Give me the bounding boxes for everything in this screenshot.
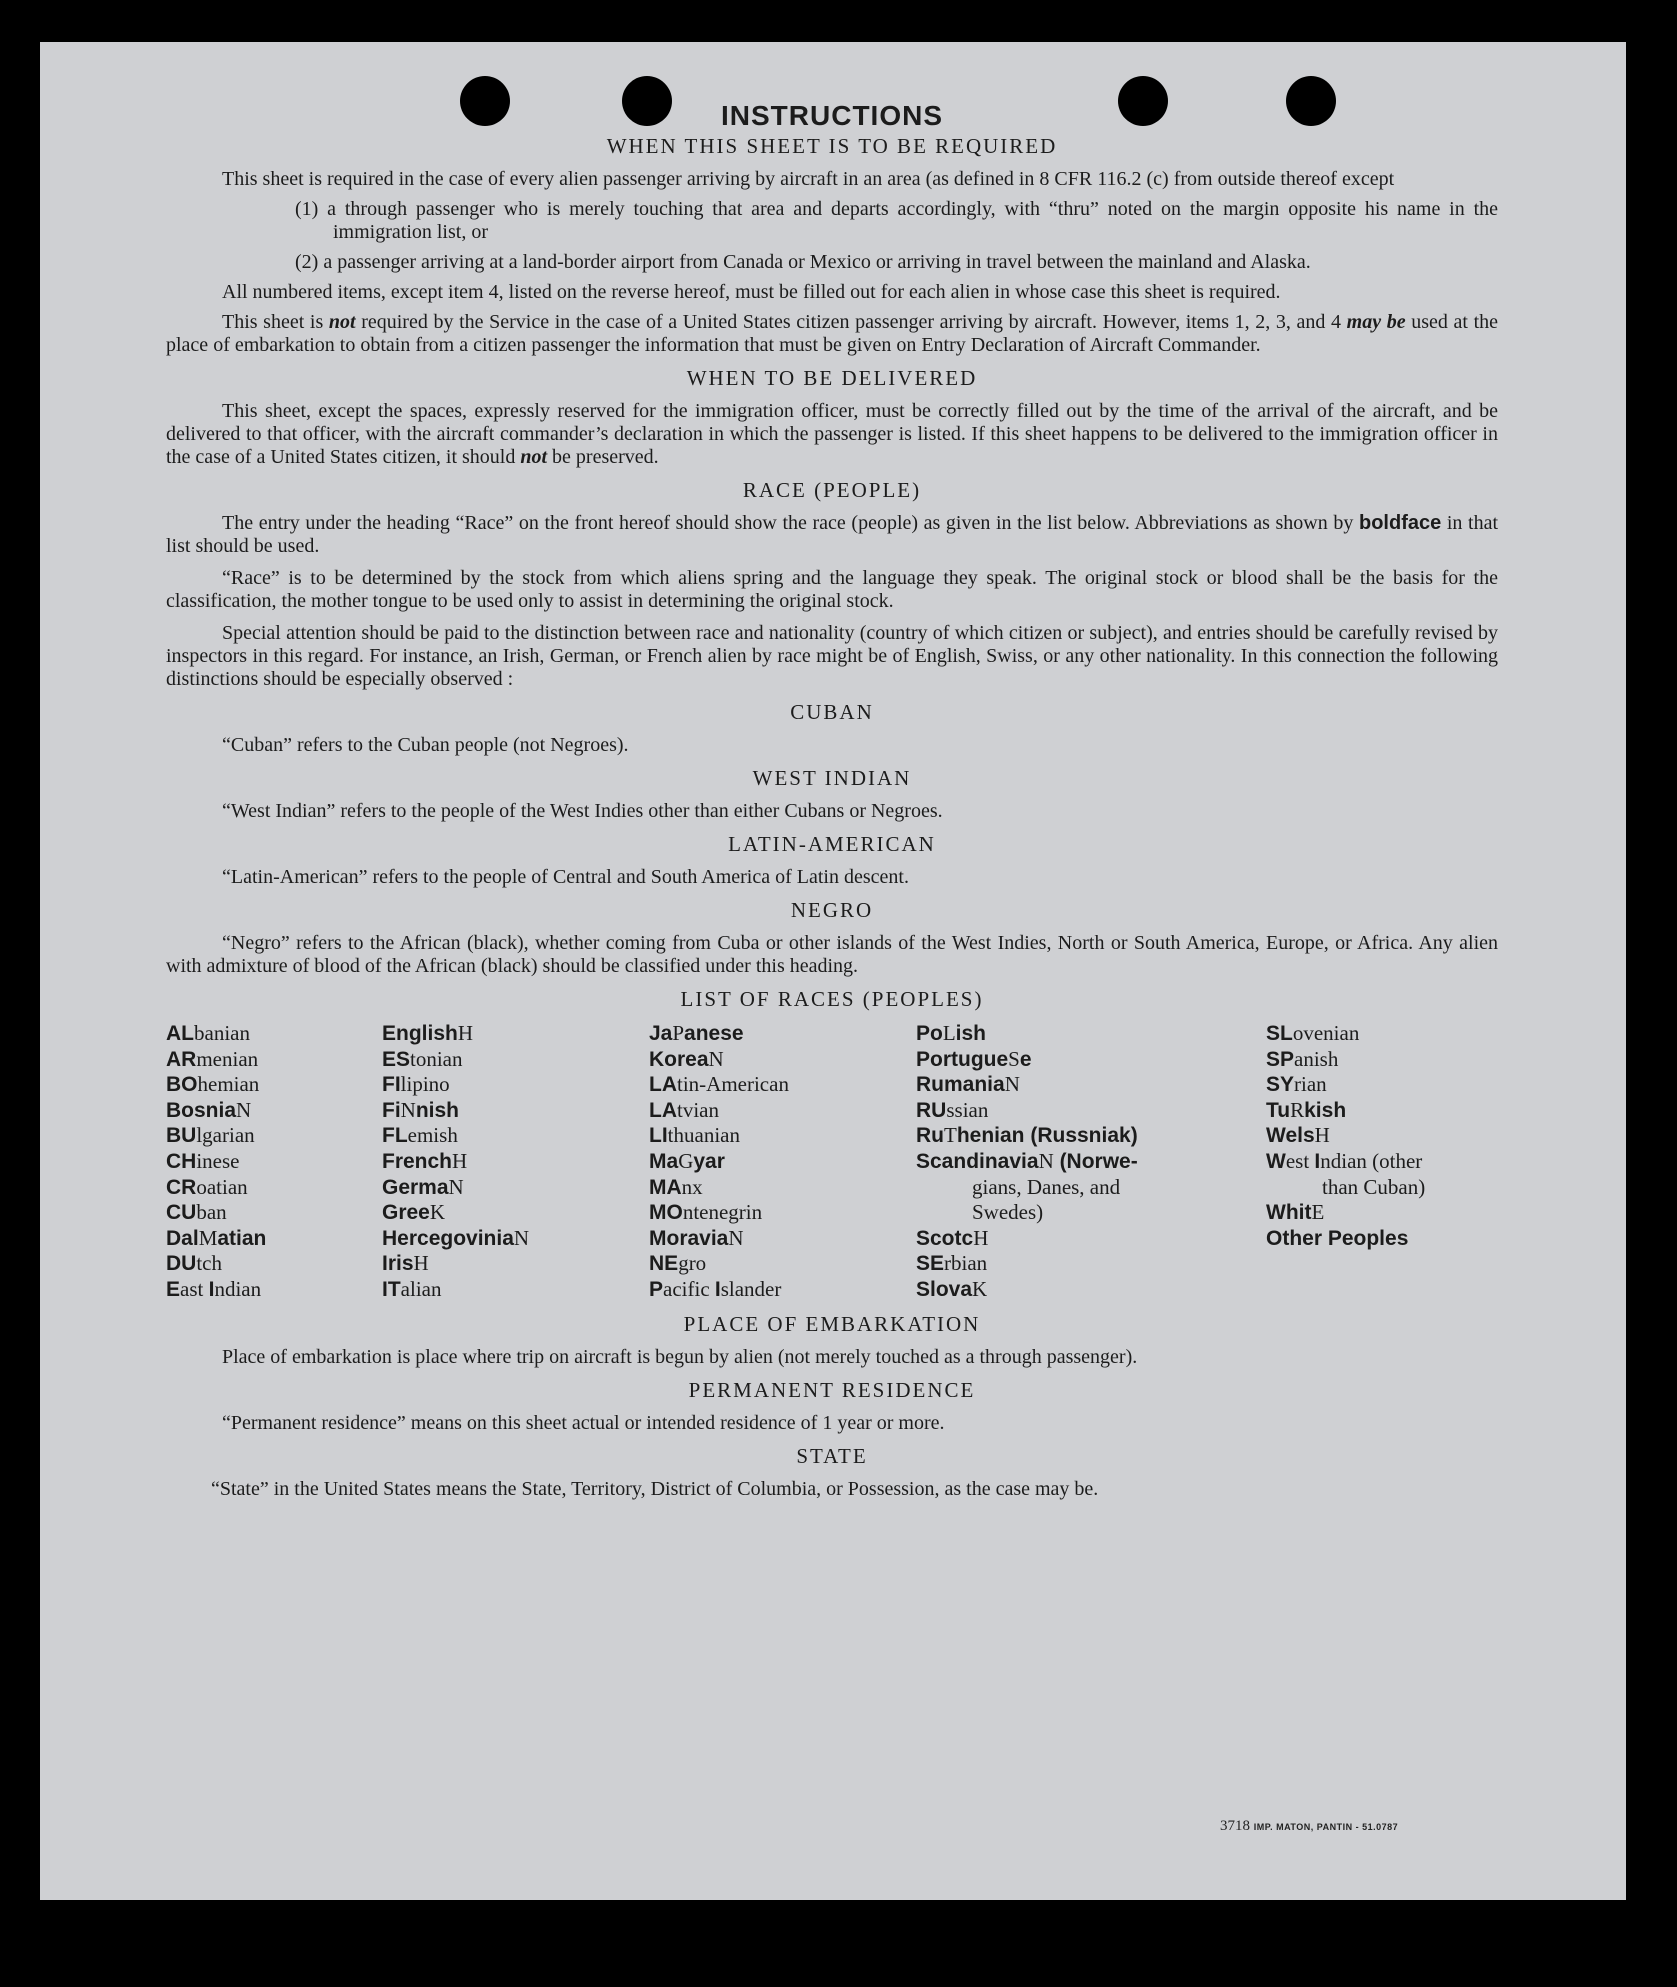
paragraph: This sheet is not required by the Service in the case of a United States citizen passenger arriving by aircraft. However, items 1, 2, 3, and 4 may be used at the place of embarkation to obtain from a citizen passenger the information that must be given on Entry Declaration of Aircraft Commander. bbox=[166, 311, 1498, 356]
race-entry: JaPanese bbox=[649, 1021, 744, 1045]
race-entry: GreeK bbox=[382, 1200, 446, 1225]
paragraph: “Race” is to be determined by the stock from which aliens spring and the language they speak. The original stock or blood shall be the basis for the classification, the mother tongue to be used only to assist in determining the original stock. bbox=[166, 567, 1498, 612]
race-entry: SPanish bbox=[1266, 1046, 1339, 1071]
race-entry: BUlgarian bbox=[166, 1123, 255, 1148]
paragraph: This sheet, except the spaces, expressly reserved for the immigration officer, must be correctly filled out by the time of the arrival of the aircraft, and be delivered to that officer, with the aircraft commander’s declaration in which the passenger is listed. If this sheet happens to be delivered to the immigration officer in the case of a United States citizen, it should not be preserved. bbox=[166, 400, 1498, 468]
race-entry: MoraviaN bbox=[649, 1225, 744, 1250]
definition: “Cuban” refers to the Cuban people (not Negroes). bbox=[222, 734, 629, 756]
definition: “West Indian” refers to the people of the West Indies other than either Cubans or Negroes. bbox=[222, 800, 943, 822]
race-entry: ALbanian bbox=[166, 1021, 250, 1045]
race-entry: West Indian (other bbox=[1266, 1148, 1423, 1173]
race-entry: PoLish bbox=[916, 1021, 987, 1045]
section-heading-race: RACE (PEOPLE) bbox=[742, 478, 922, 502]
race-entry: HercegoviniaN bbox=[382, 1225, 530, 1250]
section-heading-cuban: CUBAN bbox=[790, 700, 874, 724]
race-entry: than Cuban) bbox=[1322, 1174, 1426, 1199]
race-entry: EStonian bbox=[382, 1046, 463, 1071]
races-column bbox=[166, 1021, 266, 1303]
race-entry: DalMatian bbox=[166, 1225, 267, 1250]
race-entry: ScandinaviaN (Norwe- bbox=[916, 1148, 1138, 1173]
races-column bbox=[382, 1021, 529, 1303]
race-entry: RUssian bbox=[916, 1097, 989, 1122]
races-column bbox=[916, 1021, 1138, 1303]
list-item: (2) a passenger arriving at a land-border airport from Canada or Mexico or arriving in travel between the mainland and Alaska. bbox=[295, 251, 1311, 273]
race-entry: IrisH bbox=[382, 1251, 429, 1276]
definition: “Latin-American” refers to the people of Central and South America of Latin descent. bbox=[222, 866, 909, 888]
paragraph: The entry under the heading “Race” on the front hereof should show the race (people) as given in the list below. Abbreviations as shown by boldface in that list should be used. bbox=[166, 512, 1499, 557]
section-heading-list-of-races: LIST OF RACES (PEOPLES) bbox=[680, 987, 984, 1011]
document-sheet bbox=[40, 42, 1626, 1900]
race-entry: TuRkish bbox=[1266, 1097, 1347, 1122]
race-entry: PortugueSe bbox=[916, 1046, 1032, 1071]
race-entry: SYrian bbox=[1266, 1072, 1327, 1097]
race-entry: KoreaN bbox=[649, 1046, 724, 1071]
paragraph: Special attention should be paid to the distinction between race and nationality (country of which citizen or subject), and entries should be carefully revised by inspectors in this regard. For instance, an Irish, German, or French alien by race might be of English, Swiss, or any other nationality. In this connection the following distinctions should be especially observed : bbox=[166, 622, 1498, 690]
definition: “Permanent residence” means on this sheet actual or intended residence of 1 year or more. bbox=[222, 1412, 945, 1434]
race-entry: WelsH bbox=[1266, 1123, 1330, 1148]
race-entry: RuThenian (Russniak) bbox=[916, 1123, 1138, 1148]
race-entry: FiNnish bbox=[382, 1097, 460, 1122]
section-heading-west-indian: WEST INDIAN bbox=[752, 766, 912, 790]
race-entry: LAtin-American bbox=[649, 1072, 789, 1097]
race-entry: LIthuanian bbox=[649, 1123, 740, 1148]
page-title: INSTRUCTIONS bbox=[721, 100, 943, 131]
race-entry: MAnx bbox=[649, 1174, 703, 1199]
race-entry: MOntenegrin bbox=[649, 1200, 763, 1225]
races-column bbox=[1266, 1021, 1425, 1251]
race-entry: BOhemian bbox=[166, 1072, 260, 1097]
race-entry: NEgro bbox=[649, 1251, 707, 1276]
section-heading-latin-american: LATIN-AMERICAN bbox=[728, 832, 936, 856]
section-heading-negro: NEGRO bbox=[790, 898, 874, 922]
paragraph: This sheet is required in the case of every alien passenger arriving by aircraft in an area (as defined in 8 CFR 116.2 (c) from outside thereof except bbox=[222, 168, 1395, 190]
race-entry: Swedes) bbox=[972, 1200, 1044, 1225]
race-entry: EnglishH bbox=[382, 1021, 474, 1045]
race-entry: CUban bbox=[166, 1200, 227, 1225]
race-entry: GermaN bbox=[382, 1174, 464, 1199]
race-entry: SErbian bbox=[916, 1251, 988, 1276]
race-entry: FLemish bbox=[382, 1123, 458, 1148]
race-entry: ITalian bbox=[382, 1276, 442, 1301]
list-item: (1) a through passenger who is merely touching that area and departs accordingly, with “thru” noted on the margin opposite his name in the immigration list, or bbox=[295, 198, 1498, 243]
race-entry: SlovaK bbox=[916, 1276, 988, 1301]
races-column bbox=[649, 1021, 789, 1303]
paragraph: All numbered items, except item 4, listed on the reverse hereof, must be filled out for each alien in whose case this sheet is required. bbox=[222, 281, 1281, 303]
race-entry: Pacific Islander bbox=[649, 1276, 782, 1301]
races-list bbox=[166, 1021, 1498, 1303]
section-heading-residence: PERMANENT RESIDENCE bbox=[688, 1378, 976, 1402]
race-entry: MaGyar bbox=[649, 1148, 725, 1173]
race-entry: ScotcH bbox=[916, 1225, 989, 1250]
race-entry: Other Peoples bbox=[1266, 1226, 1409, 1250]
race-entry: WhitE bbox=[1266, 1200, 1325, 1225]
definition: “State” in the United States means the State, Territory, District of Columbia, or Possession, as the case may be. bbox=[211, 1478, 1099, 1500]
race-entry: gians, Danes, and bbox=[972, 1174, 1121, 1199]
race-entry: CRoatian bbox=[166, 1174, 248, 1199]
section-heading-state: STATE bbox=[796, 1444, 868, 1468]
definition: “Negro” refers to the African (black), whether coming from Cuba or other islands of the West Indies, North or South America, Europe, or Africa. Any alien with admixture of blood of the African (black) should be classified under this heading. bbox=[166, 932, 1498, 977]
race-entry: CHinese bbox=[166, 1148, 240, 1173]
race-entry: ARmenian bbox=[166, 1046, 259, 1071]
section-heading-delivered: WHEN TO BE DELIVERED bbox=[686, 366, 978, 390]
race-entry: East Indian bbox=[166, 1276, 262, 1301]
printer-imprint: 3718 IMP. MATON, PANTIN - 51.0787 bbox=[1220, 1818, 1399, 1834]
race-entry: FrenchH bbox=[382, 1148, 468, 1173]
race-entry: BosniaN bbox=[166, 1097, 252, 1122]
definition: Place of embarkation is place where trip on aircraft is begun by alien (not merely touched as a through passenger). bbox=[222, 1346, 1138, 1368]
race-entry: RumaniaN bbox=[916, 1072, 1020, 1097]
section-heading-required: WHEN THIS SHEET IS TO BE REQUIRED bbox=[606, 134, 1058, 158]
race-entry: SLovenian bbox=[1266, 1021, 1360, 1045]
race-entry: LAtvian bbox=[649, 1097, 719, 1122]
section-heading-embarkation: PLACE OF EMBARKATION bbox=[683, 1312, 981, 1336]
instructions-content bbox=[166, 100, 1499, 1501]
race-entry: DUtch bbox=[166, 1251, 222, 1276]
race-entry: FIlipino bbox=[382, 1072, 450, 1097]
